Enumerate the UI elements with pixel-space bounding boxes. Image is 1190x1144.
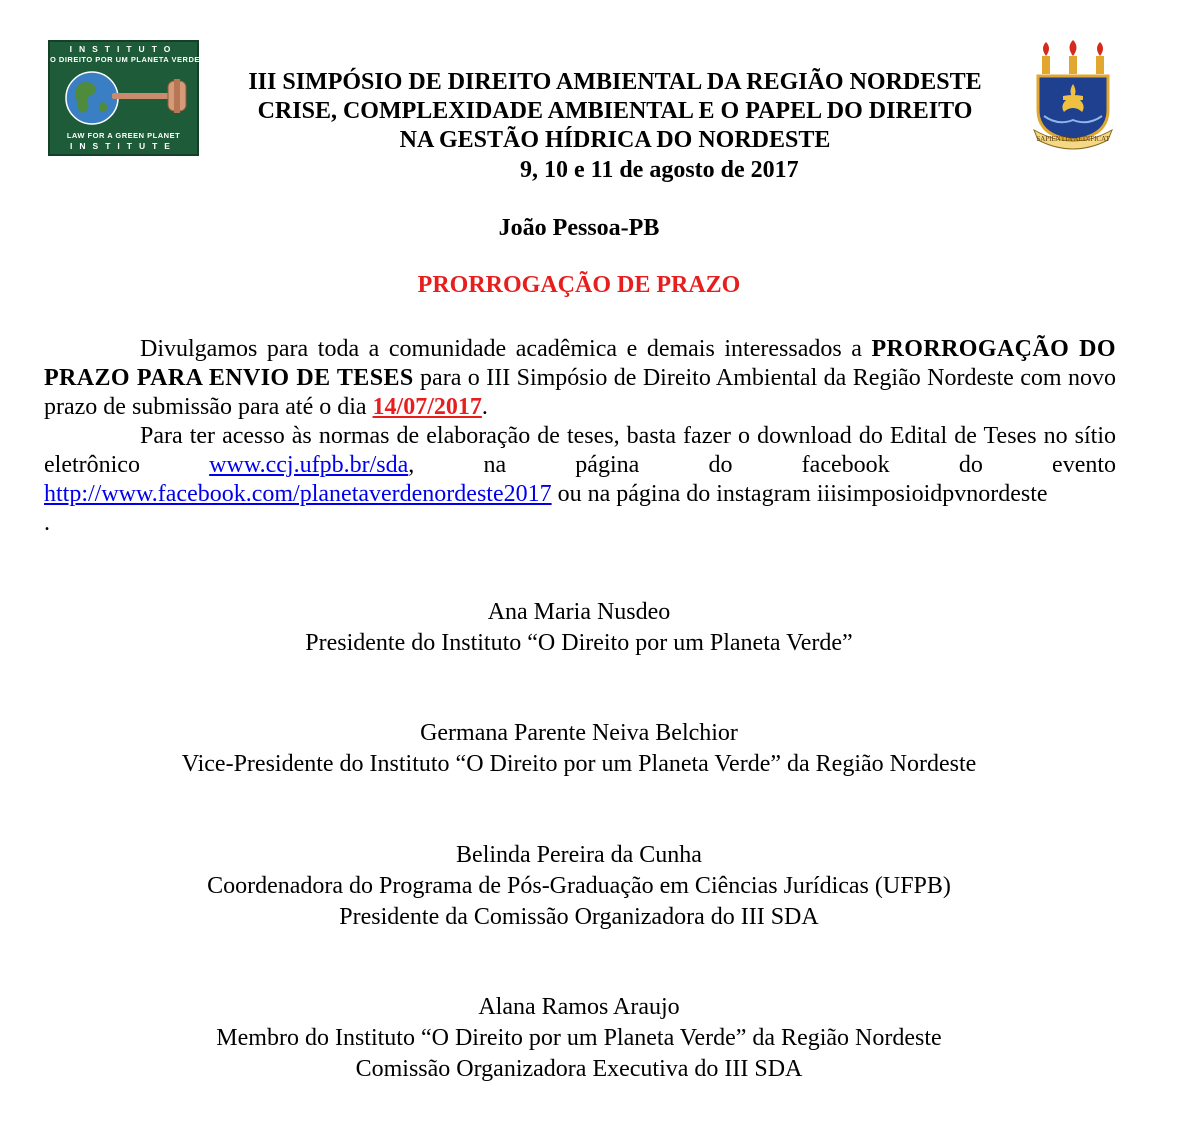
notice-body	[44, 335, 1116, 538]
event-header	[200, 68, 1030, 155]
signature-name: Alana Ramos Araujo	[478, 994, 680, 1020]
header-title-line1: III SIMPÓSIO DE DIREITO AMBIENTAL DA REGIÃO NORDESTE	[248, 69, 982, 95]
paragraph1-text-before: Divulgamos para toda a comunidade acadêmica e demais interessados a	[140, 336, 872, 362]
signature-block-1	[0, 597, 1158, 659]
signature-name: Belinda Pereira da Cunha	[456, 842, 702, 868]
signature-name: Germana Parente Neiva Belchior	[420, 720, 738, 746]
ufpb-crest-logo	[1030, 38, 1116, 152]
signature-role: Membro do Instituto “O Direito por um Planeta Verde” da Região Nordeste	[216, 1025, 942, 1051]
notice-title: PRORROGAÇÃO DE PRAZO	[417, 272, 741, 298]
signature-block-4	[0, 992, 1158, 1085]
signature-name: Ana Maria Nusdeo	[487, 599, 671, 625]
logo-bottom-text: INSTITUTE	[70, 141, 177, 151]
signature-role: Presidente do Instituto “O Direito por um Planeta Verde”	[305, 630, 853, 656]
paragraph1-bold-text: PRORROGAÇÃO DO PRAZO PARA ENVIO DE TESES	[44, 336, 1116, 391]
signature-block-3	[0, 840, 1158, 933]
signature-role: Comissão Organizadora Executiva do III SDA	[355, 1056, 803, 1082]
signature-role: Presidente da Comissão Organizadora do III SDA	[339, 904, 819, 930]
logo-upper-text: O DIREITO POR UM PLANETA VERDE	[50, 55, 200, 64]
paragraph2-text-before: Para ter acesso às normas de elaboração de teses, basta fazer o download do Edital de Teses no sítio eletrônico	[44, 423, 1116, 478]
paragraph1-end: .	[481, 394, 488, 420]
instituto-planeta-verde-logo	[48, 40, 199, 156]
paragraph1-text-after: para o III Simpósio de Direito Ambiental da Região Nordeste com novo prazo de submissão para até o dia	[44, 365, 1117, 420]
crest-motto: SAPIENTIA AEDIFICAT	[1036, 135, 1110, 143]
paragraph2-text-middle: , na página do facebook do evento	[408, 452, 1117, 478]
signature-role: Coordenadora do Programa de Pós-Graduação em Ciências Jurídicas (UFPB)	[207, 873, 951, 899]
event-date: 9, 10 e 11 de agosto de 2017	[520, 157, 799, 183]
torch-icons	[1042, 40, 1104, 74]
logo-lower-text: LAW FOR A GREEN PLANET	[66, 131, 181, 140]
signature-block-2	[0, 718, 1158, 780]
logo-top-text: INSTITUTO	[69, 44, 178, 54]
paragraph2-text-after: ou na página do instagram iiisimposioidpvnordeste	[551, 481, 1048, 507]
ccj-website-link[interactable]: www.ccj.ufpb.br/sda	[209, 452, 409, 478]
globe-gavel-icon	[52, 67, 197, 129]
deadline-date: 14/07/2017	[372, 394, 482, 420]
event-city: João Pessoa-PB	[498, 215, 660, 241]
trailing-period: .	[44, 510, 50, 536]
header-title-line2: CRISE, COMPLEXIDADE AMBIENTAL E O PAPEL DO DIREITO	[257, 98, 973, 124]
paragraph-instructions	[44, 422, 1116, 509]
header-title-line3: NA GESTÃO HÍDRICA DO NORDESTE	[399, 127, 831, 153]
facebook-page-link[interactable]: http://www.facebook.com/planetaverdenordeste2017	[44, 481, 552, 507]
signature-role: Vice-Presidente do Instituto “O Direito por um Planeta Verde” da Região Nordeste	[181, 751, 977, 777]
paragraph-announcement	[44, 335, 1116, 422]
